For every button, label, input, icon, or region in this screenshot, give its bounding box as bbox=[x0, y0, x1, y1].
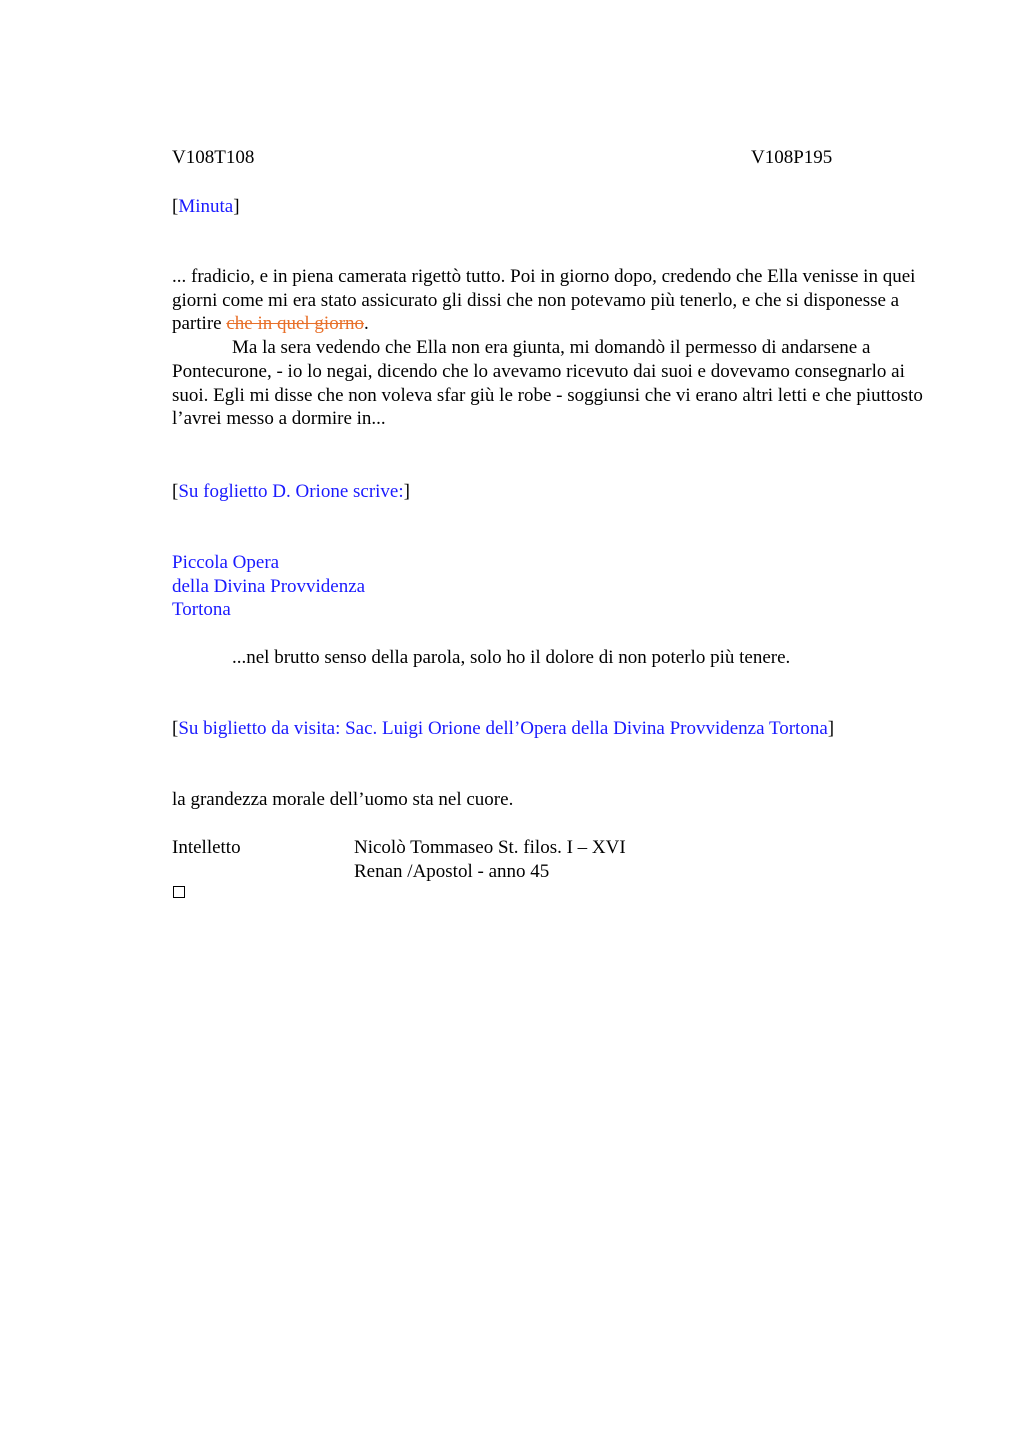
letterhead-line-1: Piccola Opera bbox=[172, 552, 280, 573]
letterhead-line-3: Tortona bbox=[172, 599, 231, 620]
letter-paragraph-1: ... fradicio, e in piena camerata rigettò tutto. Poi in giorno dopo, credendo che Ella venisse in quei giorni come mi era stato assicurato gli dissi che non potevamo più tenerlo, e che si disponesse a partire che in quel giorno. bbox=[172, 266, 916, 335]
foglietto-note-label: Su foglietto D. Orione scrive: bbox=[178, 481, 404, 502]
foglietto-note bbox=[172, 480, 410, 504]
foglietto-text: ...nel brutto senso della parola, solo ho il dolore di non poterlo più tenere. bbox=[232, 647, 791, 668]
biglietto-note-label: Su biglietto da visita: Sac. Luigi Orione dell’Opera della Divina Provvidenza Tortona bbox=[178, 718, 828, 739]
biglietto-reference-2: Renan /Apostol - anno 45 bbox=[354, 861, 550, 882]
biglietto-note bbox=[172, 717, 834, 741]
struck-text: che in quel giorno bbox=[226, 313, 365, 335]
bracket-close: ] bbox=[403, 481, 410, 502]
biglietto-term: Intelletto bbox=[172, 837, 241, 858]
bracket-open: [ bbox=[172, 196, 179, 217]
bracket-open: [ bbox=[172, 481, 179, 502]
biglietto-sentence: la grandezza morale dell’uomo sta nel cuore. bbox=[172, 789, 514, 810]
bracket-open: [ bbox=[172, 718, 179, 739]
letter-body bbox=[172, 265, 932, 431]
letterhead-line-2: della Divina Provvidenza bbox=[172, 576, 366, 597]
bracket-close: ] bbox=[827, 718, 835, 739]
checkbox-icon bbox=[173, 886, 185, 898]
document-code-left: V108T108 bbox=[172, 147, 255, 168]
bracket-close: ] bbox=[233, 196, 240, 217]
minuta-note bbox=[172, 195, 240, 219]
document-code-right: V108P195 bbox=[751, 147, 833, 168]
letter-paragraph-2: Ma la sera vedendo che Ella non era giunta, mi domandò il permesso di andarsene a Pontecurone, - io lo negai, dicendo che lo avevamo ricevuto dai suoi e dovevamo consegnarlo ai suoi. Egli mi disse che non voleva sfar giù le robe - soggiunsi che vi erano altri letti e che piuttosto l’avrei messo a dormire in... bbox=[172, 337, 923, 430]
biglietto-reference-1: Nicolò Tommaseo St. filos. I – XVI bbox=[354, 837, 626, 858]
minuta-label: Minuta bbox=[178, 196, 234, 217]
